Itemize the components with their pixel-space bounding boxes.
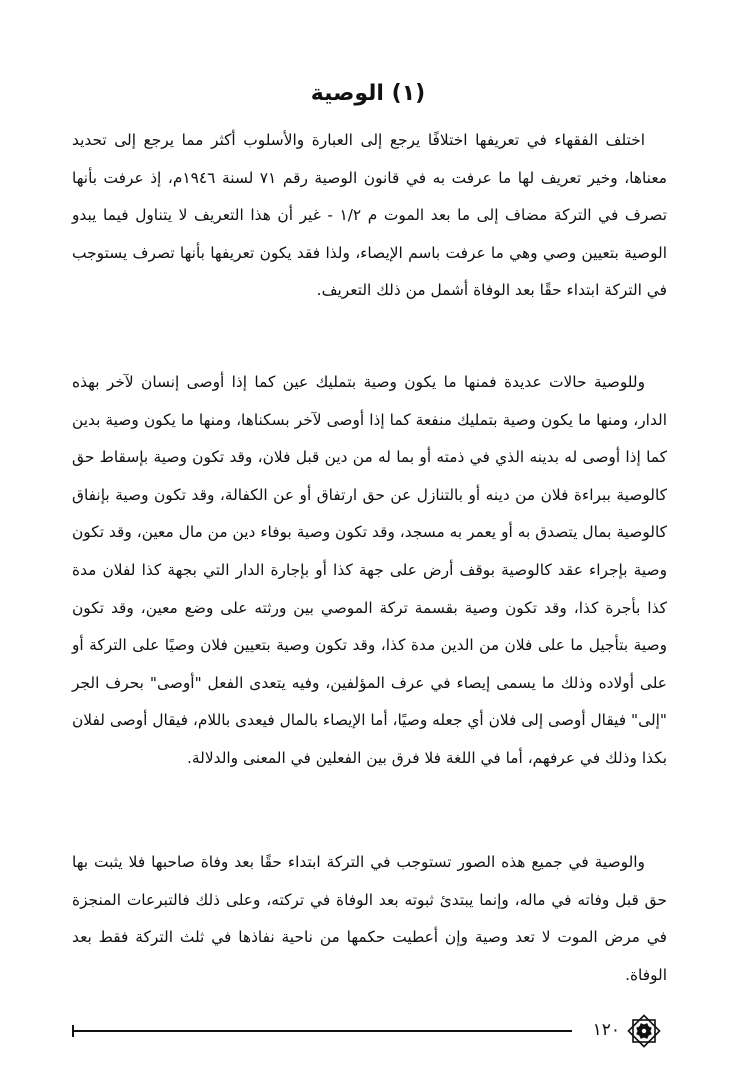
paragraph-definition: اختلف الفقهاء في تعريفها اختلافًا يرجع إلى العبارة والأسلوب أكثر مما يرجع إلى تحديد معناها، وخير تعريف لها ما عرفت به في قانون الوصية رقم ٧١ لسنة ١٩٤٦م، إذ عرفت بأنها تصرف في التركة مضاف إلى ما بعد الموت م ١/٢ - غير أن هذا التعريف لا يتناول فيما يبدو الوصية بتعيين وصي وهي ما عرفت باسم الإيصاء، ولذا فقد يكون تعريفها بأنها تصرف يستوجب في التركة ابتداء حقًا بعد الوفاة أشمل من ذلك التعريف. — [72, 131, 667, 300]
paragraph-conclusion: والوصية في جميع هذه الصور تستوجب في التركة ابتداء حقًا بعد وفاة صاحبها فلا يثبت بها حق قبل وفاته في ماله، وإنما يبتدئ ثبوته بعد الوفاة في تركته، وعلى ذلك فالتبرعات المنجزة في مرض الموت لا تعد وصية وإن أعطيت حكمها من ناحية نفاذها في ثلث التركة فقط بعد الوفاة. — [72, 853, 667, 984]
section-heading: (١) الوصية — [310, 81, 426, 106]
paragraph-cases: وللوصية حالات عديدة فمنها ما يكون وصية بتمليك عين كما إذا أوصى إنسان لآخر بهذه الدار، ومنها ما يكون وصية بتمليك منفعة كما إذا أوصى لآخر بسكناها، ومنها ما يكون وصية بدين كما إذا أوصى له بدينه الذي في ذمته أو بما له من دين قبل فلان، وقد تكون وصية بإسقاط حق كالوصية ببراءة فلان من دينه أو بالتنازل عن حق ارتفاق أو عن الكفالة، وقد تكون وصية بإنفاق كالوصية بمال يتصدق به أو يعمر به مسجد، وقد تكون وصية بوفاء دين من مال معين، وقد تكون وصية بإجراء عقد كالوصية بوقف أرض على جهة كذا أو بإجارة الدار التي بجهة كذا لفلان مدة كذا بأجرة كذا، وقد تكون وصية بقسمة تركة الموصي بين ورثته على وضع معين، وقد تكون وصية بتأجيل ما على فلان من الدين مدة كذا، وقد تكون وصية بتعيين فلان وصيًا على التركة أو على أولاده وذلك ما يسمى إيصاء في عرف المؤلفين، وفيه يتعدى الفعل "أوصى" بحرف الجر "إلى" فيقال أوصى إلى فلان أي جعله وصيًا، أما الإيصاء بالمال فيعدى باللام، فيقال أوصى لفلان بكذا وذلك في عرفهم، أما في اللغة فلا فرق بين الفعلين في المعنى والدلالة. — [71, 373, 667, 767]
octagram-ornament-icon — [626, 1013, 662, 1049]
page-footer — [72, 1013, 670, 1049]
footer-rule — [72, 1030, 572, 1032]
page-number: ١٢٠ — [592, 1020, 620, 1040]
